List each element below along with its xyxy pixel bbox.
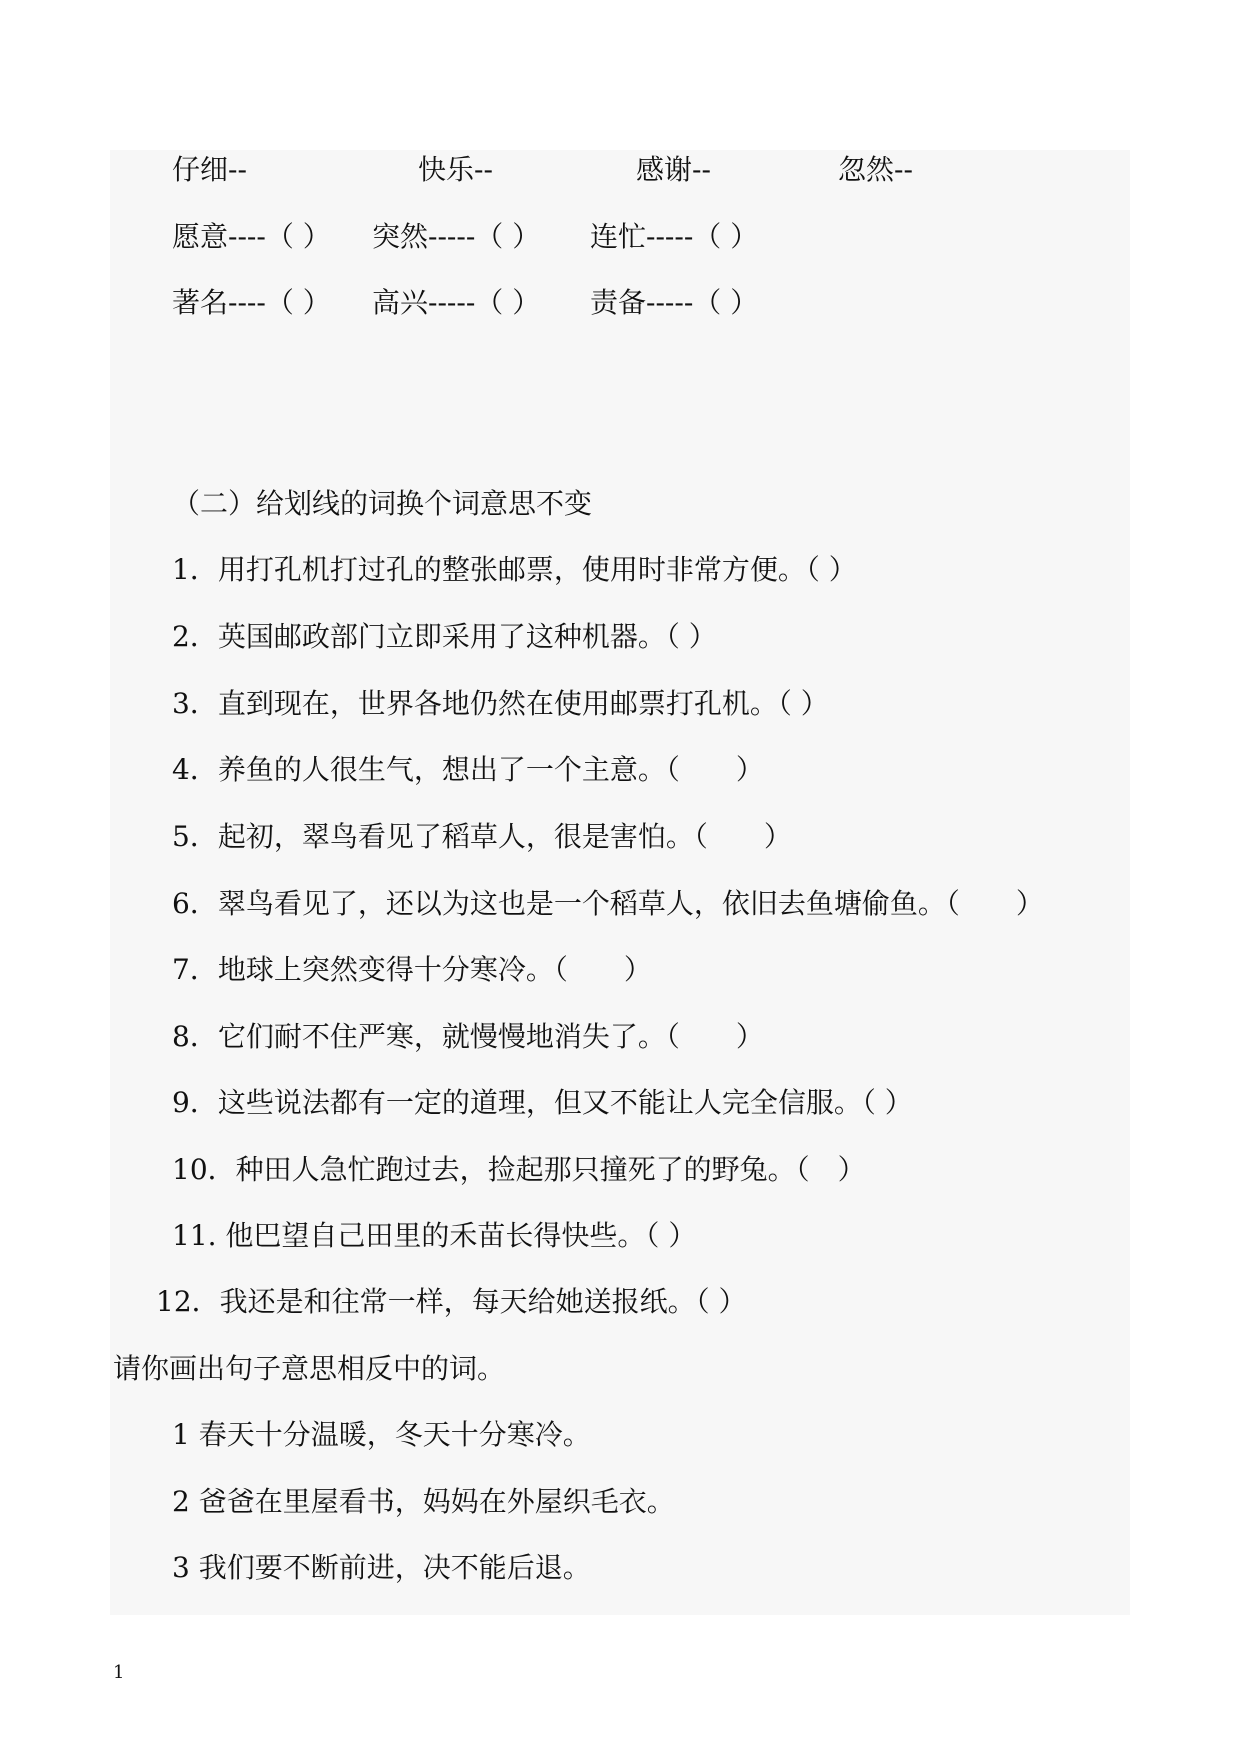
question-item: 4．养鱼的人很生气，想出了一个主意。（ ） [172,753,764,786]
question-item: 2．英国邮政部门立即采用了这种机器。（ ） [172,620,717,653]
section-heading: 请你画出句子意思相反中的词。 [113,1352,506,1385]
question-item: 7．地球上突然变得十分寒冷。（ ） [172,953,652,986]
page-number: 1 [113,1662,125,1683]
section-heading: （二）给划线的词换个词意思不变 [172,487,593,520]
question-item: 12．我还是和往常一样，每天给她送报纸。（ ） [156,1285,747,1318]
question-item: 8．它们耐不住严寒，就慢慢地消失了。（ ） [172,1020,764,1053]
word-item: 责备-----（ ） [590,286,759,319]
word-item: 著名----（ ） [172,286,331,319]
word-item: 连忙-----（ ） [590,220,759,253]
question-item: 5．起初，翠鸟看见了稻草人，很是害怕。（ ） [172,820,792,853]
word-item: 突然-----（ ） [372,220,541,253]
question-item: 10．种田人急忙跑过去，捡起那只撞死了的野兔。（ ） [172,1153,866,1186]
word-item: 快乐-- [418,153,493,186]
question-item: 1．用打孔机打过孔的整张邮票，使用时非常方便。（ ） [172,553,857,586]
question-item: 3．直到现在，世界各地仍然在使用邮票打孔机。（ ） [172,687,829,720]
word-item: 忽然-- [838,153,913,186]
word-item: 愿意----（ ） [172,220,331,253]
sentence-item: 3 我们要不断前进，决不能后退。 [172,1551,591,1584]
sentence-item: 1 春天十分温暖，冬天十分寒冷。 [172,1418,591,1451]
sentence-item: 2 爸爸在里屋看书，妈妈在外屋织毛衣。 [172,1485,675,1518]
word-item: 感谢-- [636,153,711,186]
question-item: 11. 他巴望自己田里的禾苗长得快些。（ ） [172,1219,697,1252]
word-item: 仔细-- [172,153,247,186]
question-item: 9．这些说法都有一定的道理，但又不能让人完全信服。（ ） [172,1086,913,1119]
shaded-content-area [110,150,1130,1615]
question-item: 6．翠鸟看见了，还以为这也是一个稻草人，依旧去鱼塘偷鱼。（ ） [172,887,1044,920]
word-item: 高兴-----（ ） [372,286,541,319]
